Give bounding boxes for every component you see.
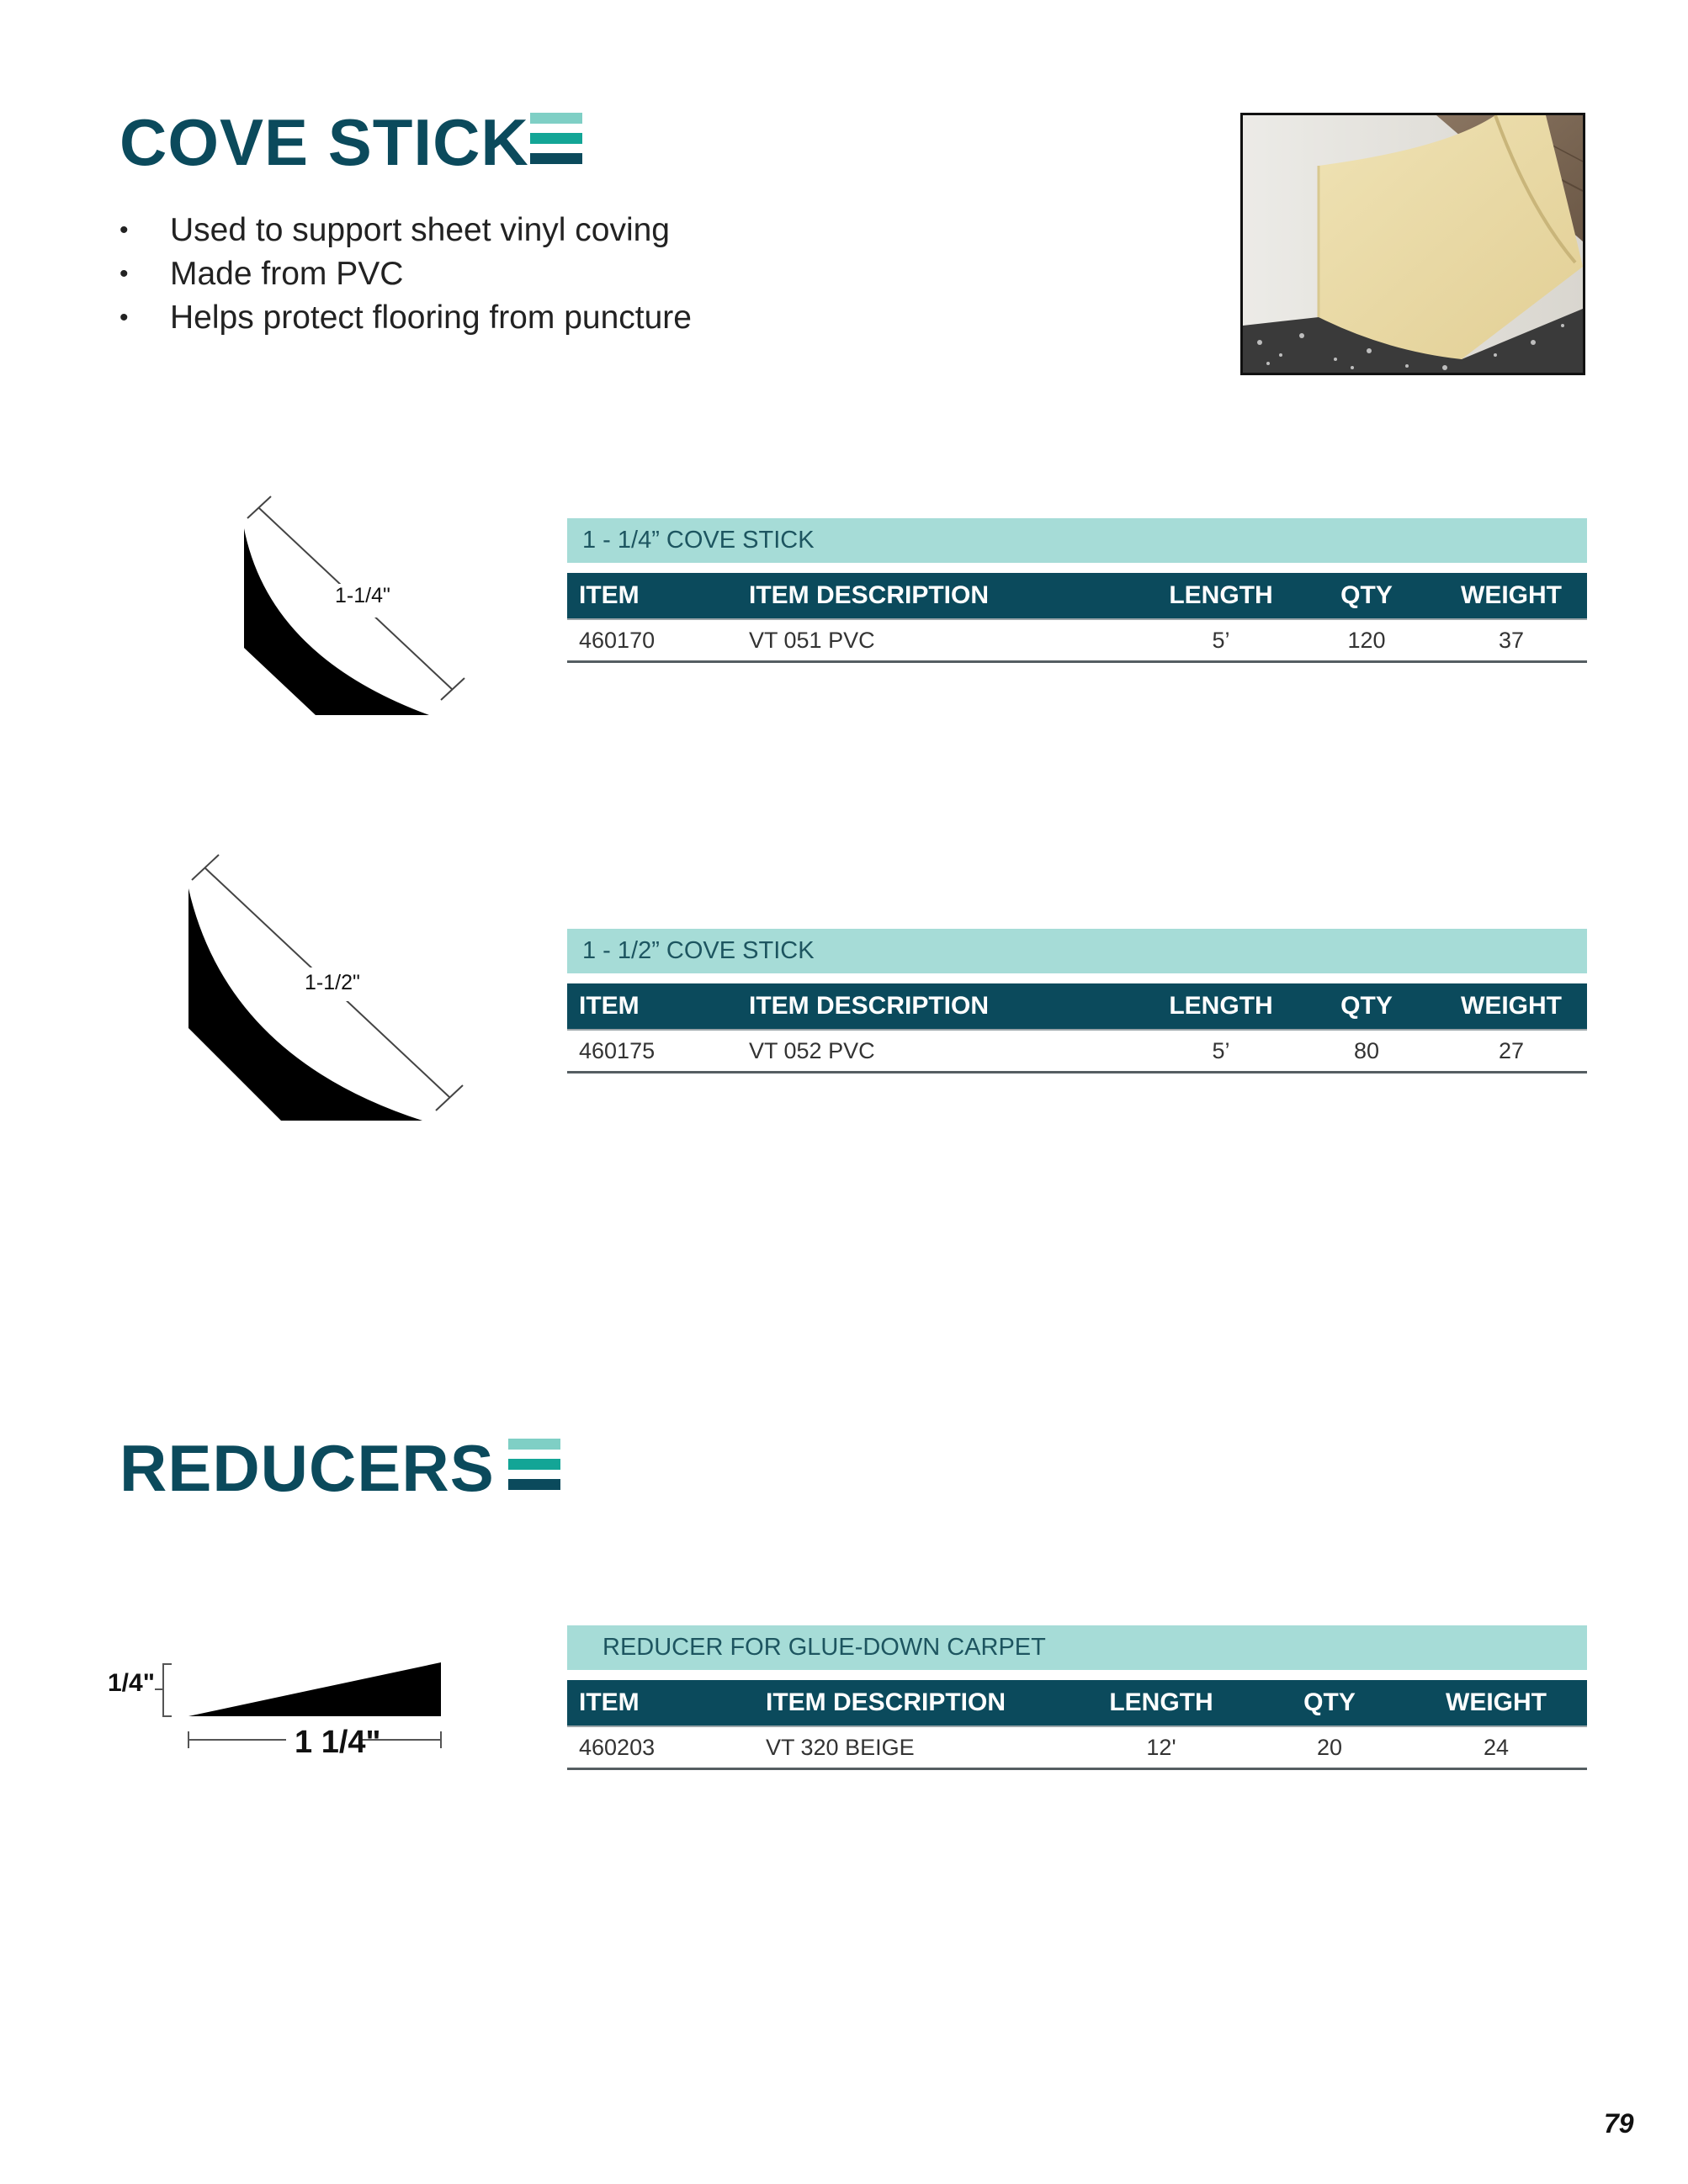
table-header bbox=[567, 983, 1587, 1029]
cell-length: 5’ bbox=[1212, 1037, 1230, 1063]
cell-description: VT 320 BEIGE bbox=[766, 1734, 915, 1760]
feature-list bbox=[119, 209, 692, 340]
page-number: 79 bbox=[1604, 2108, 1634, 2139]
header-length: LENGTH bbox=[1169, 581, 1273, 609]
header-weight: WEIGHT bbox=[1461, 581, 1562, 609]
cell-qty: 120 bbox=[1347, 627, 1386, 653]
reducers-title: REDUCERS bbox=[119, 1431, 495, 1505]
header-length: LENGTH bbox=[1109, 1688, 1213, 1716]
product-photo bbox=[1240, 113, 1585, 375]
cove-stick-table-2 bbox=[567, 929, 1587, 1073]
cell-item: 460175 bbox=[579, 1037, 656, 1063]
cell-qty: 20 bbox=[1316, 1734, 1343, 1760]
cove-stick-title: COVE STICK bbox=[119, 105, 529, 179]
cell-weight: 24 bbox=[1483, 1734, 1510, 1760]
menu-bars-icon bbox=[508, 1439, 560, 1490]
menu-bars-icon bbox=[530, 113, 582, 164]
dimension-label: 1-1/2" bbox=[305, 971, 360, 994]
feature-item: • Made from PVC bbox=[119, 252, 692, 296]
header-qty: QTY bbox=[1340, 581, 1393, 609]
table-row bbox=[567, 1029, 1587, 1073]
width-label: 1 1/4" bbox=[295, 1725, 381, 1760]
table-header bbox=[567, 1680, 1587, 1725]
height-label: 1/4" bbox=[108, 1669, 155, 1697]
cell-item: 460170 bbox=[579, 627, 656, 653]
table-header bbox=[567, 573, 1587, 618]
table-caption: 1 - 1/4” COVE STICK bbox=[567, 518, 1587, 563]
header-weight: WEIGHT bbox=[1446, 1688, 1547, 1716]
header-item: ITEM bbox=[579, 1688, 640, 1716]
table-row bbox=[567, 618, 1587, 663]
cell-item: 460203 bbox=[579, 1734, 656, 1760]
header-description: ITEM DESCRIPTION bbox=[766, 1688, 1006, 1716]
table-caption: 1 - 1/2” COVE STICK bbox=[567, 929, 1587, 973]
cell-description: VT 052 PVC bbox=[749, 1037, 875, 1063]
header-length: LENGTH bbox=[1169, 992, 1273, 1020]
dimension-label: 1-1/4" bbox=[335, 584, 390, 607]
header-item: ITEM bbox=[579, 992, 640, 1020]
cell-length: 5’ bbox=[1212, 627, 1230, 653]
cove-stick-table-1 bbox=[567, 518, 1587, 663]
cell-description: VT 051 PVC bbox=[749, 627, 875, 653]
cell-qty: 80 bbox=[1353, 1037, 1380, 1063]
cell-weight: 37 bbox=[1498, 627, 1525, 653]
cell-weight: 27 bbox=[1498, 1037, 1525, 1063]
header-description: ITEM DESCRIPTION bbox=[749, 992, 990, 1020]
cell-length: 12' bbox=[1146, 1734, 1176, 1760]
reducer-table bbox=[567, 1625, 1587, 1770]
table-row bbox=[567, 1725, 1587, 1770]
header-qty: QTY bbox=[1340, 992, 1393, 1020]
table-caption: REDUCER FOR GLUE-DOWN CARPET bbox=[567, 1625, 1587, 1670]
header-weight: WEIGHT bbox=[1461, 992, 1562, 1020]
header-item: ITEM bbox=[579, 581, 640, 609]
header-description: ITEM DESCRIPTION bbox=[749, 581, 990, 609]
feature-item: • Used to support sheet vinyl coving bbox=[119, 209, 692, 252]
feature-item: • Helps protect flooring from puncture bbox=[119, 296, 692, 340]
header-qty: QTY bbox=[1303, 1688, 1356, 1716]
